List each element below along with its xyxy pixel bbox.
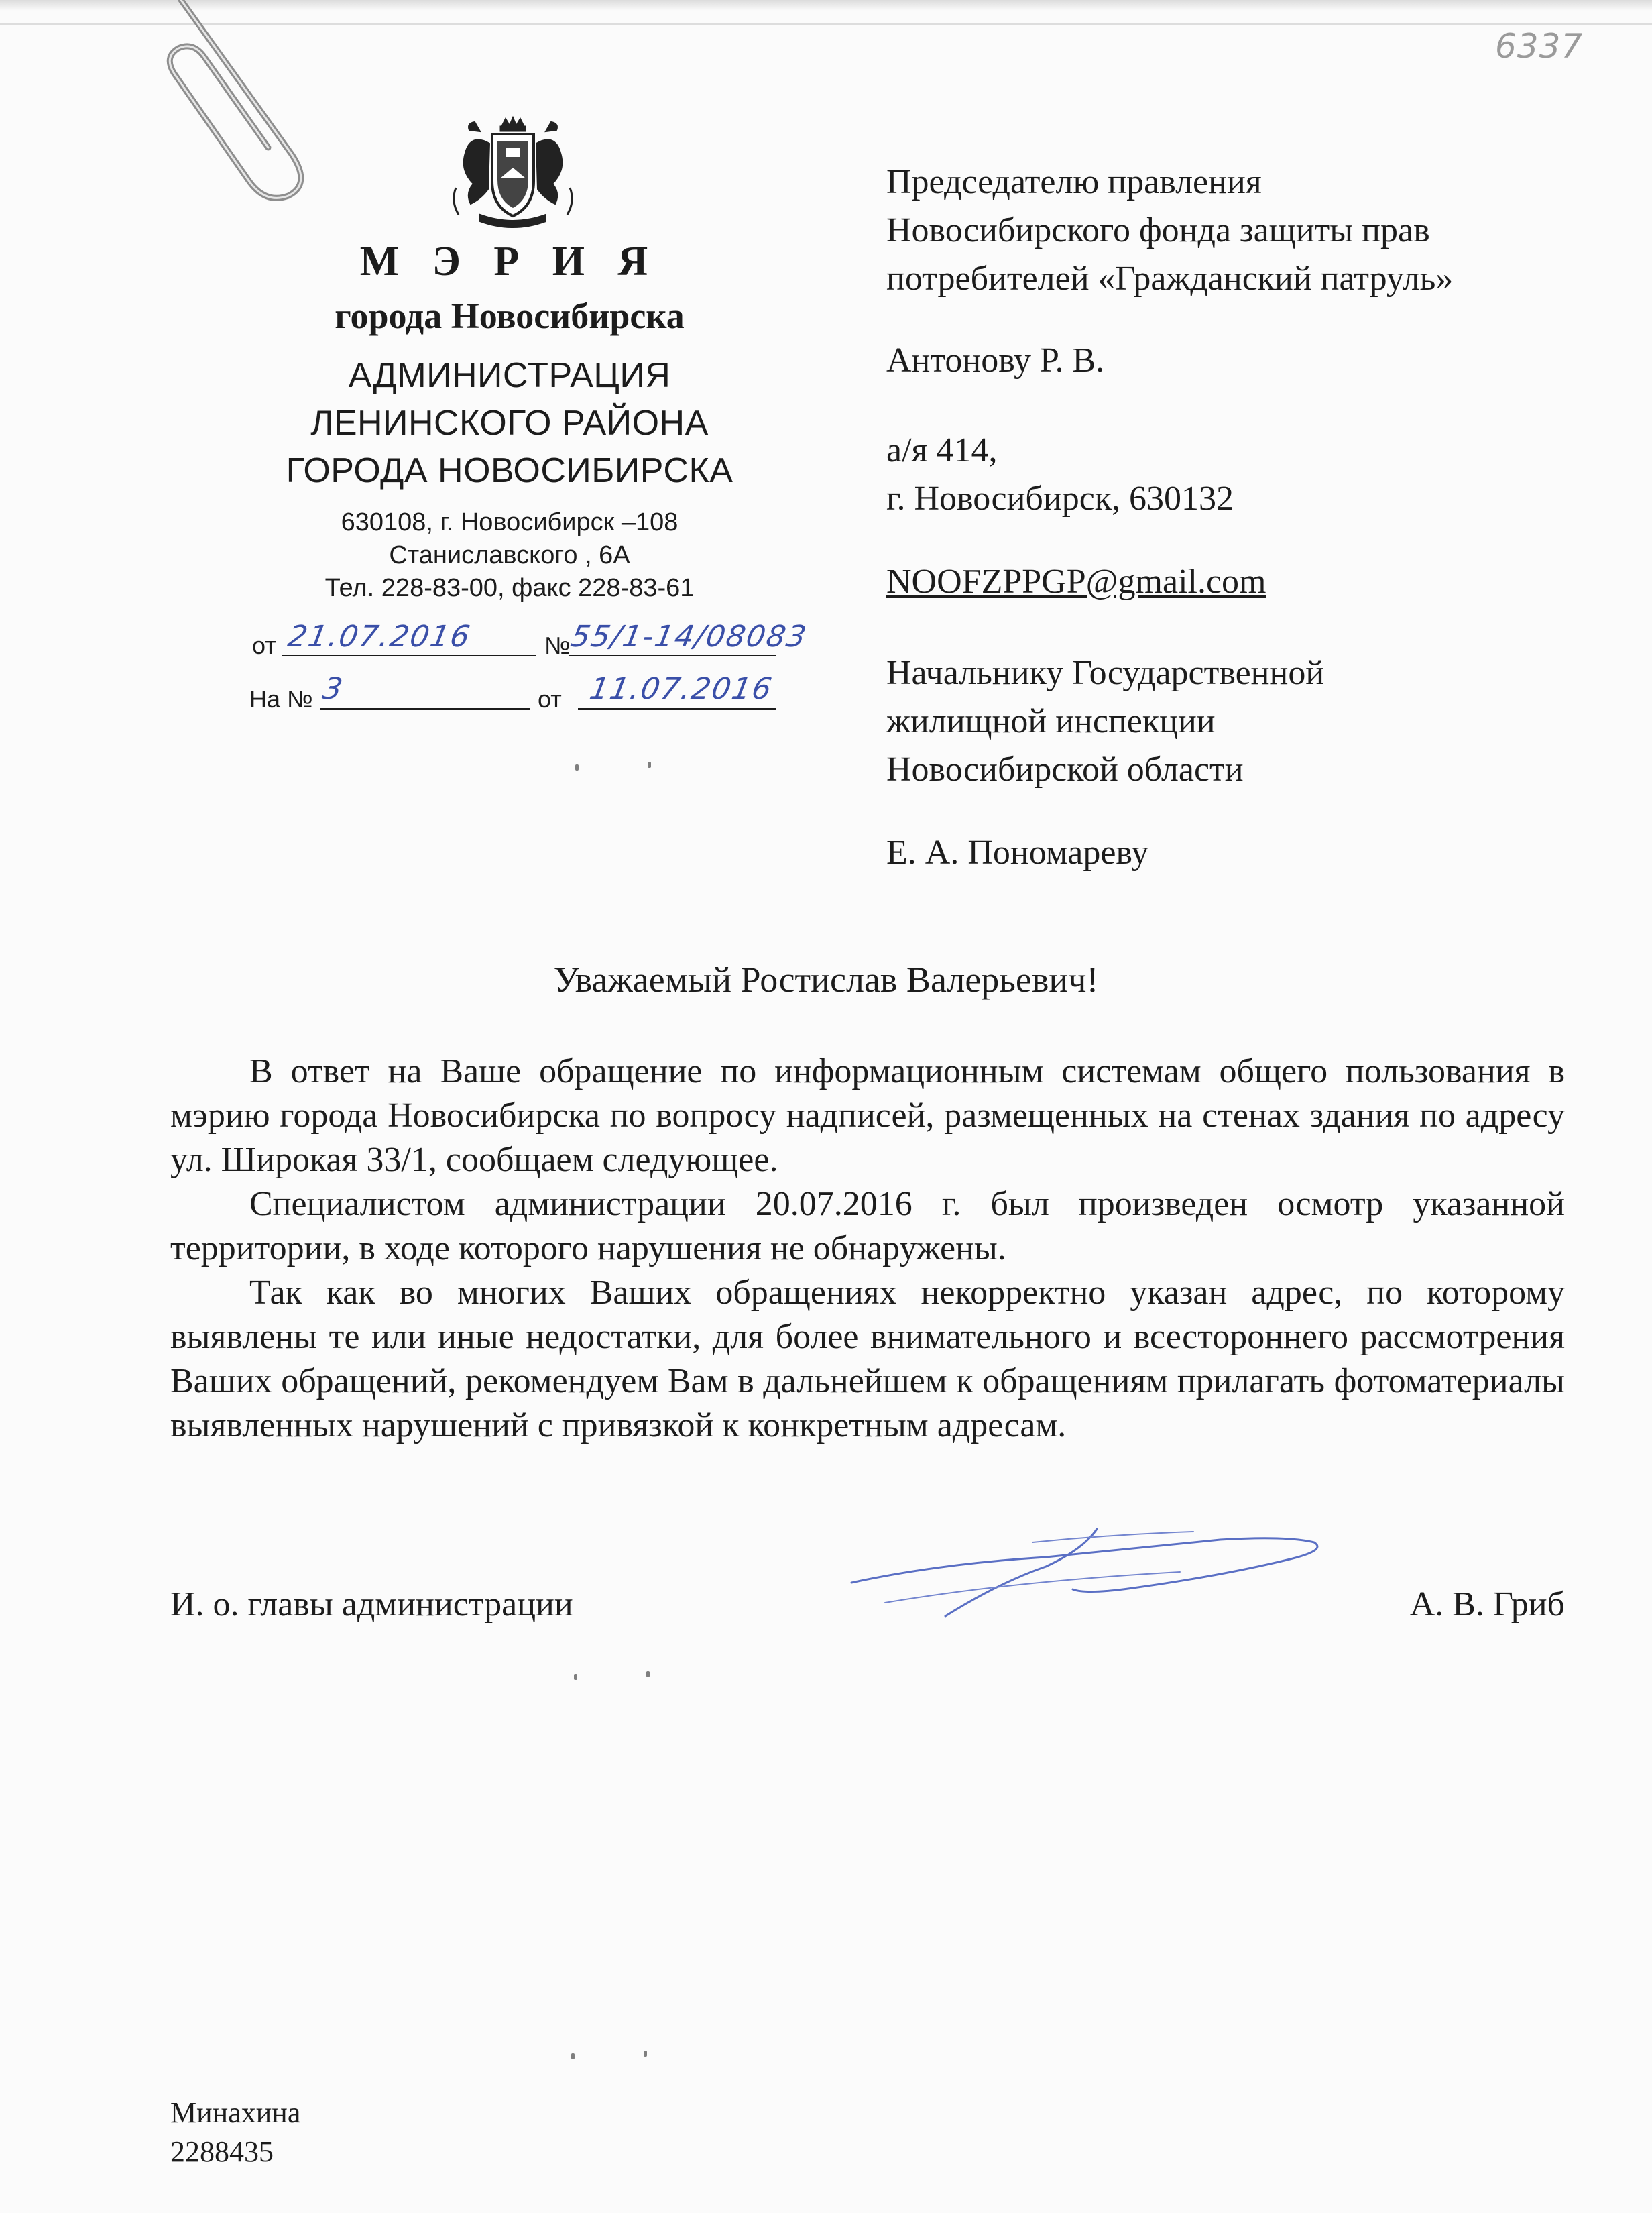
recipient-line: Председателю правления: [886, 163, 1262, 201]
scan-speck: [644, 2051, 647, 2057]
letter-body: [170, 1049, 1565, 1448]
org-title: М Э Р И Я: [359, 239, 660, 284]
body-paragraph: Специалистом администрации 20.07.2016 г. был произведен осмотр указанной территории, в ходе которого нарушения не обнаружены.: [170, 1185, 1565, 1267]
body-paragraph: Так как во многих Ваших обращениях некорректно указан адрес, по которому выявлены те или иные недостатки, для более внимательного и всестороннего рассмотрения Ваших обращений, рекомендуем Вам в дальнейшем к обращениям прилагать фотоматериалы выявленных нарушений с привязкой к конкретным адресам.: [170, 1273, 1565, 1444]
address-line: а/я 414,: [886, 431, 998, 469]
reg-number-handwritten: 55/1-14/08083: [568, 620, 810, 654]
scan-speck: [575, 764, 579, 771]
body-paragraph: В ответ на Ваше обращение по информационным системам общего пользования в мэрию города Новосибирска по вопросу надписей, размещенных на стенах здания по адресу ул. Широкая 33/1, сообщаем следующее.: [170, 1052, 1565, 1179]
recipient-email: NOOFZPPGP@gmail.com: [886, 563, 1266, 601]
recipient-2-title: [886, 649, 1324, 794]
reg-from-label: от: [252, 632, 276, 659]
recipient-1-name: Антонову Р. В.: [886, 341, 1105, 380]
recipient-1-address: [886, 427, 1234, 523]
city-coat-of-arms-icon: [436, 114, 590, 235]
org-address-line: 630108, г. Новосибирск –108: [341, 508, 678, 536]
handwritten-registration-number: 6337: [1495, 27, 1584, 66]
paperclip-icon: [154, 0, 342, 201]
handwritten-signature-icon: [845, 1502, 1341, 1636]
ref-date-handwritten: 11.07.2016: [587, 672, 776, 706]
address-line: г. Новосибирск, 630132: [886, 479, 1234, 518]
recipient-line: Новосибирской области: [886, 750, 1244, 789]
scan-speck: [571, 2053, 575, 2059]
org-address-line: Станиславского , 6А: [389, 541, 630, 569]
recipient-line: Начальнику Государственной: [886, 654, 1325, 692]
recipient-line: жилищной инспекции: [886, 702, 1216, 740]
scan-speck: [648, 762, 651, 768]
scan-speck: [646, 1671, 650, 1677]
scan-speck: [574, 1674, 577, 1680]
signatory-position: И. о. главы администрации: [170, 1585, 573, 1624]
recipient-1-title: [886, 158, 1453, 303]
signatory-name: А. В. Гриб: [1409, 1585, 1565, 1624]
org-subtitle: города Новосибирска: [335, 296, 685, 336]
ref-number-label: На №: [249, 685, 313, 713]
ref-number-handwritten: 3: [320, 672, 347, 706]
recipient-2-name: Е. А. Пономареву: [886, 834, 1149, 872]
greeting: Уважаемый Ростислав Валерьевич!: [553, 960, 1099, 1000]
ref-from-label: от: [538, 685, 562, 713]
reg-date-handwritten: 21.07.2016: [285, 620, 474, 654]
admin-line: ГОРОДА НОВОСИБИРСКА: [286, 451, 733, 490]
admin-line: АДМИНИСТРАЦИЯ: [348, 356, 671, 395]
admin-line: ЛЕНИНСКОГО РАЙОНА: [310, 404, 709, 443]
executor-name: Минахина: [170, 2096, 301, 2129]
recipient-line: потребителей «Гражданский патруль»: [886, 260, 1454, 298]
recipient-line: Новосибирского фонда защиты прав: [886, 211, 1430, 249]
executor-phone: 2288435: [170, 2135, 274, 2168]
org-phone-line: Тел. 228-83-00, факс 228-83-61: [324, 574, 695, 602]
reg-number-label: №: [544, 632, 571, 659]
